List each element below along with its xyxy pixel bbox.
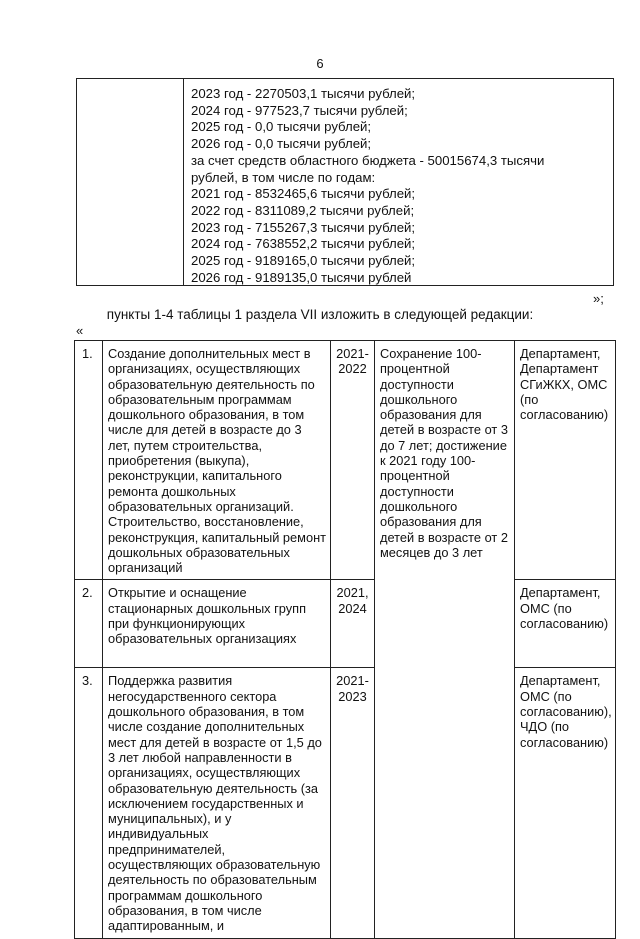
funding-line: 2024 год - 7638552,2 тысячи рублей; bbox=[191, 236, 416, 252]
funding-line: 2026 год - 0,0 тысячи рублей; bbox=[191, 136, 372, 152]
closing-quote: »; bbox=[593, 291, 604, 306]
funding-line: 2023 год - 2270503,1 тысячи рублей; bbox=[191, 86, 416, 101]
funding-line: за счет средств областного бюджета - 50015674,3 тысячи bbox=[191, 152, 545, 168]
measure-years: 2021-2022 bbox=[331, 341, 375, 580]
funding-line: 2021 год - 8532465,6 тысячи рублей; bbox=[191, 186, 416, 202]
measures-table bbox=[74, 340, 616, 939]
measure-description: Поддержка развития негосударственного сектора дошкольного образования, в том числе создание дополнительных мест для детей в возрасте от 1,5 до 3 лет любой направленности в организациях, осуществляющих образовательную деятельность (за исключением государственных и муниципальных), и у индивидуальных предпринимателей, осуществляющих образовательную деятельность по образовательным программам дошкольного образования, в том числе адаптированным, и bbox=[103, 668, 331, 938]
funding-line: 2025 год - 0,0 тысячи рублей; bbox=[191, 119, 372, 135]
responsible-executor: Департамент, ОМС (по согласованию), ЧДО (по согласованию) bbox=[515, 668, 616, 938]
opening-quote: « bbox=[76, 323, 84, 338]
measure-description: Создание дополнительных мест в организациях, осуществляющих образовательную деятельность по образовательным программам дошкольного образования, в том числе для детей в возрасте до 3 лет, путем строительства, приобретения (выкупа), реконструкции, капитального ремонта дошкольных образовательных организаций. Строительство, восстановление, реконструкция, капитальный ремонт дошкольных образовательных организаций bbox=[103, 341, 331, 580]
table-row bbox=[75, 668, 616, 938]
measure-description: Открытие и оснащение стационарных дошкольных групп при функционирующих образовательных организациях bbox=[103, 580, 331, 668]
page-number: 6 bbox=[316, 56, 324, 71]
funding-table-fragment bbox=[76, 78, 614, 286]
expected-result: Сохранение 100-процентной доступности дошкольного образования для детей в возрасте от 3 до 7 лет; достижение к 2021 году 100-процентной доступности дошкольного образования для детей в возрасте от 2 месяцев до 3 лет bbox=[375, 341, 515, 939]
funding-line: 2023 год - 7155267,3 тысячи рублей; bbox=[191, 219, 416, 235]
table-row bbox=[75, 580, 616, 668]
responsible-executor: Департамент, ОМС (по согласованию) bbox=[515, 580, 616, 668]
funding-line: 2025 год - 9189165,0 тысячи рублей; bbox=[191, 253, 416, 269]
amendment-instruction: пункты 1-4 таблицы 1 раздела VII изложить в следующей редакции: bbox=[106, 307, 534, 322]
empty-label-cell bbox=[77, 79, 184, 285]
responsible-executor: Департамент, Департамент СГиЖКХ, ОМС (по согласованию) bbox=[515, 341, 616, 580]
funding-line: 2022 год - 8311089,2 тысячи рублей; bbox=[191, 202, 415, 218]
row-number: 2. bbox=[75, 580, 103, 668]
row-number: 1. bbox=[75, 341, 103, 580]
funding-line: рублей, в том числе по годам: bbox=[191, 169, 376, 185]
table-row bbox=[75, 341, 616, 580]
row-number: 3. bbox=[75, 668, 103, 938]
measure-years: 2021-2023 bbox=[331, 668, 375, 938]
measure-years: 2021, 2024 bbox=[331, 580, 375, 668]
funding-line: 2026 год - 9189135,0 тысячи рублей bbox=[191, 269, 412, 285]
funding-line: 2024 год - 977523,7 тысячи рублей; bbox=[191, 102, 408, 118]
funding-lines bbox=[184, 79, 613, 285]
